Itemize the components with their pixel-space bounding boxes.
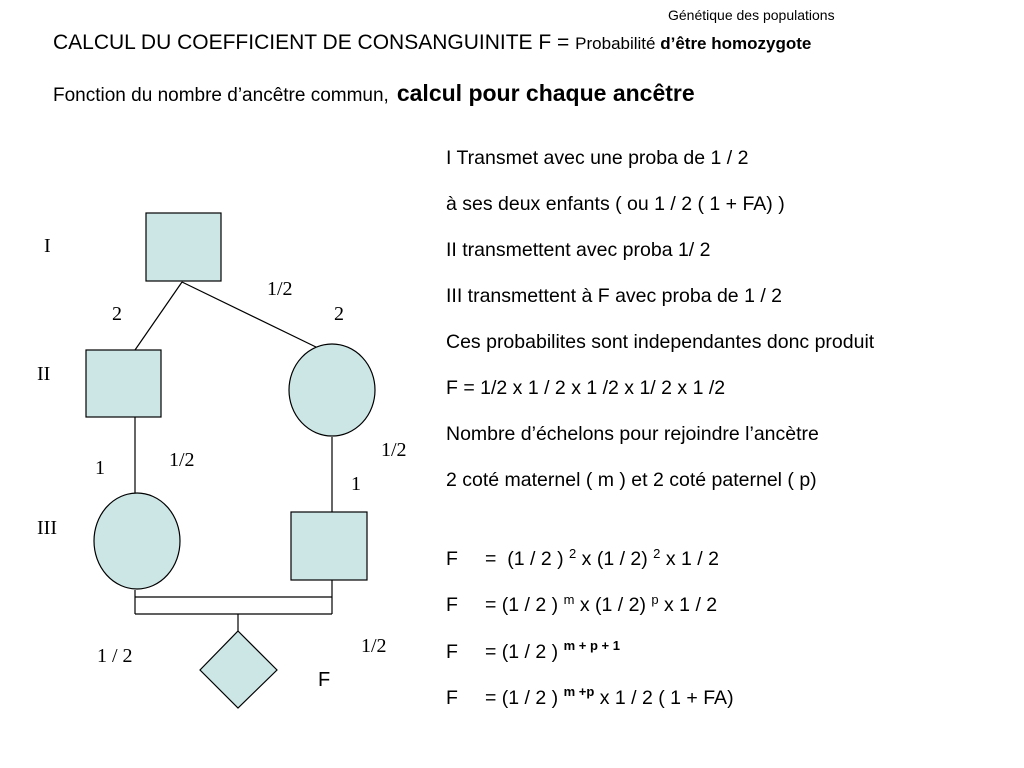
gen-label-II: II [37, 363, 51, 385]
explanation-line-6: F = 1/2 x 1 / 2 x 1 /2 x 1/ 2 x 1 /2 [446, 377, 726, 399]
formula-1-exp-1: 2 [569, 546, 577, 561]
line-I-to-IIright [182, 282, 318, 348]
formula-2-b: x (1 / 2) [574, 594, 652, 616]
formula-1-b: x (1 / 2) [576, 548, 654, 570]
label-left-half: 1/2 [169, 449, 195, 471]
label-top-half: 1/2 [267, 278, 293, 300]
formula-2-a: F = (1 / 2 ) [446, 594, 564, 616]
label-bottom-right: 1/2 [361, 635, 387, 657]
formula-1-c: x 1 / 2 [660, 548, 719, 570]
gen-label-III: III [37, 517, 57, 539]
formula-3-a: F = (1 / 2 ) [446, 641, 564, 663]
line-I-to-IIleft [135, 282, 182, 350]
explanation-line-8: 2 coté maternel ( m ) et 2 coté paternel ( p) [446, 469, 817, 491]
formula-4-exp: m +p [563, 684, 595, 699]
gen-label-I: I [44, 235, 51, 257]
explanation-line-7: Nombre d’échelons pour rejoindre l’ancètre [446, 423, 819, 445]
title-bold: d’être homozygote [660, 34, 812, 53]
IIright-circle [289, 344, 375, 436]
explanation-line-4: III transmettent à F avec proba de 1 / 2 [446, 285, 783, 307]
explanation-line-2: à ses deux enfants ( ou 1 / 2 ( 1 + FA) ) [446, 193, 785, 215]
label-right-half: 1/2 [381, 439, 407, 461]
label-right-2: 2 [334, 303, 344, 325]
course-subtitle: Génétique des populations [668, 7, 835, 23]
title-main: CALCUL DU COEFFICIENT DE CONSANGUINITE F = [53, 31, 576, 54]
formula-2-exp-1: m [563, 592, 575, 607]
title-probability: Probabilité [575, 34, 661, 53]
IIleft-square [86, 350, 161, 417]
IIIleft-circle [94, 493, 180, 589]
label-right-1: 1 [351, 473, 361, 495]
formula-1-exp-2: 2 [653, 546, 661, 561]
subheading-text: Fonction du nombre d’ancêtre commun, [53, 85, 389, 106]
formula-2-c: x 1 / 2 [658, 594, 718, 616]
formula-2-exp-2: p [651, 592, 659, 607]
child-F-diamond [200, 631, 277, 708]
IIIright-square [291, 512, 367, 580]
formula-4-b: x 1 / 2 ( 1 + FA) [594, 687, 734, 709]
label-bottom-left: 1 / 2 [97, 645, 133, 667]
ancestor-I-square [146, 213, 221, 281]
label-left-1: 1 [95, 457, 105, 479]
subheading-bold: calcul pour chaque ancêtre [396, 80, 695, 106]
label-left-2: 2 [112, 303, 122, 325]
label-F: F [318, 669, 331, 691]
formula-1-a: F = (1 / 2 ) [446, 548, 569, 570]
explanation-line-3: II transmettent avec proba 1/ 2 [446, 239, 711, 261]
formula-3-exp: m + p + 1 [563, 638, 620, 653]
explanation-line-5: Ces probabilites sont independantes donc produit [446, 331, 875, 353]
formula-4-a: F = (1 / 2 ) [446, 687, 564, 709]
explanation-line-1: I Transmet avec une proba de 1 / 2 [446, 147, 749, 169]
